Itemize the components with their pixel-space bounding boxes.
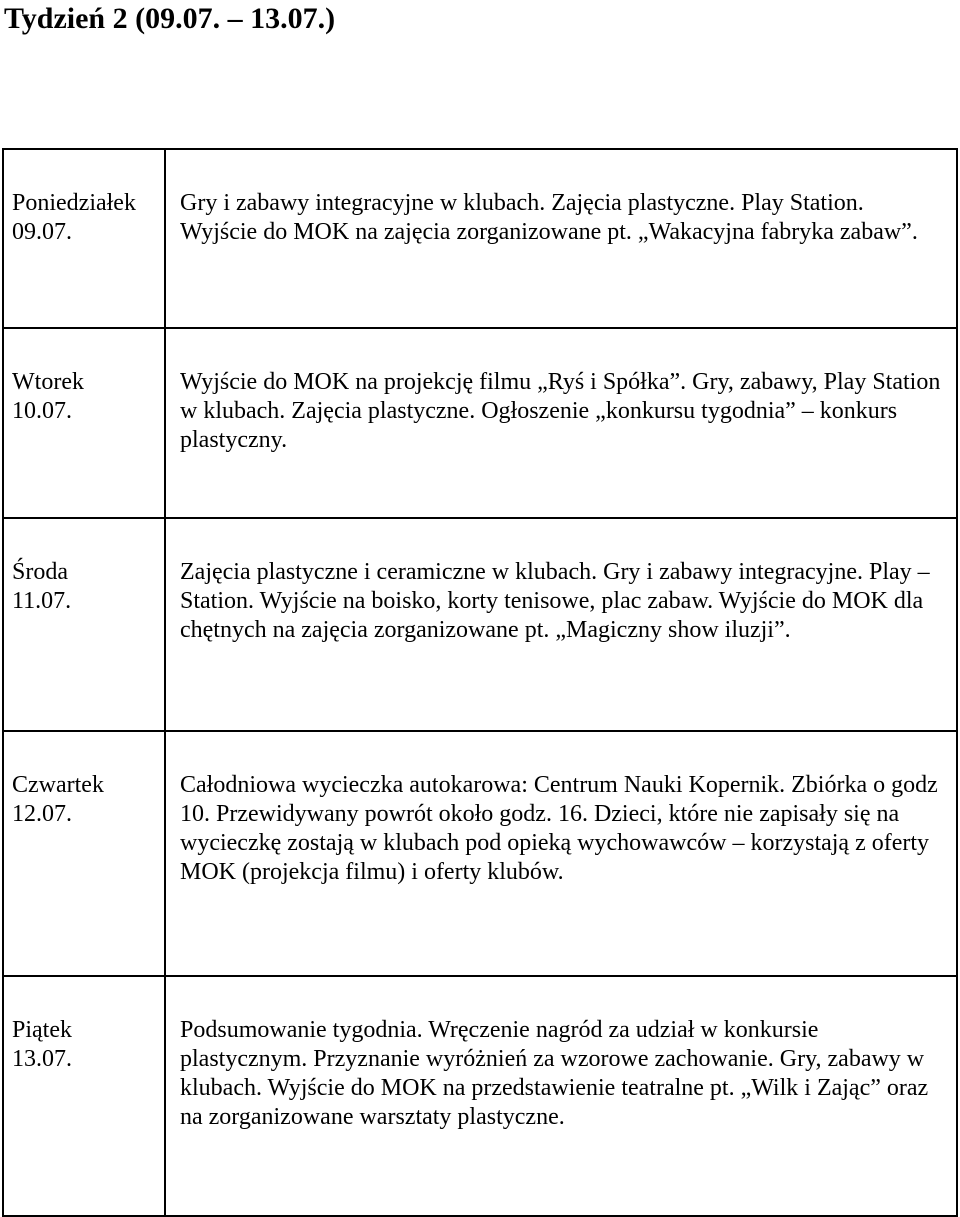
- day-cell: [3, 976, 165, 1216]
- page-title: Tydzień 2 (09.07. – 13.07.): [4, 2, 336, 35]
- day-name: Poniedziałek: [12, 190, 136, 216]
- table-row: [3, 518, 957, 731]
- activity-description: Zajęcia plastyczne i ceramiczne w klubach. Gry i zabawy integracyjne. Play – Station. Wyjście na boisko, korty tenisowe, plac zabaw. Wyjście do MOK dla chętnych na zajęcia zorganizowane pt. „Magiczny show iluzji”.: [165, 518, 957, 731]
- day-cell: [3, 518, 165, 731]
- table-row: [3, 149, 957, 328]
- day-cell: [3, 328, 165, 518]
- table-row: [3, 328, 957, 518]
- day-name: Wtorek: [12, 369, 84, 395]
- day-date: 13.07.: [12, 1046, 72, 1072]
- day-name: Piątek: [12, 1017, 72, 1043]
- activity-description: Podsumowanie tygodnia. Wręczenie nagród za udział w konkursie plastycznym. Przyznanie wyróżnień za wzorowe zachowanie. Gry, zabawy w klubach. Wyjście do MOK na przedstawienie teatralne pt. „Wilk i Zając” oraz na zorganizowane warsztaty plastyczne.: [165, 976, 957, 1216]
- table-row: [3, 976, 957, 1216]
- day-name: Czwartek: [12, 772, 104, 798]
- day-cell: [3, 149, 165, 328]
- day-date: 09.07.: [12, 219, 72, 245]
- schedule-table: [2, 148, 958, 1217]
- day-name: Środa: [12, 559, 68, 585]
- day-cell: [3, 731, 165, 976]
- day-date: 10.07.: [12, 398, 72, 424]
- activity-description: Gry i zabawy integracyjne w klubach. Zajęcia plastyczne. Play Station. Wyjście do MOK na zajęcia zorganizowane pt. „Wakacyjna fabryka zabaw”.: [165, 149, 957, 328]
- day-date: 12.07.: [12, 801, 72, 827]
- table-row: [3, 731, 957, 976]
- activity-description: Całodniowa wycieczka autokarowa: Centrum Nauki Kopernik. Zbiórka o godz 10. Przewidywany powrót około godz. 16. Dzieci, które nie zapisały się na wycieczkę zostają w klubach pod opieką wychowawców – korzystają z oferty MOK (projekcja filmu) i oferty klubów.: [165, 731, 957, 976]
- activity-description: Wyjście do MOK na projekcję filmu „Ryś i Spółka”. Gry, zabawy, Play Station w klubach. Zajęcia plastyczne. Ogłoszenie „konkursu tygodnia” – konkurs plastyczny.: [165, 328, 957, 518]
- day-date: 11.07.: [12, 588, 72, 614]
